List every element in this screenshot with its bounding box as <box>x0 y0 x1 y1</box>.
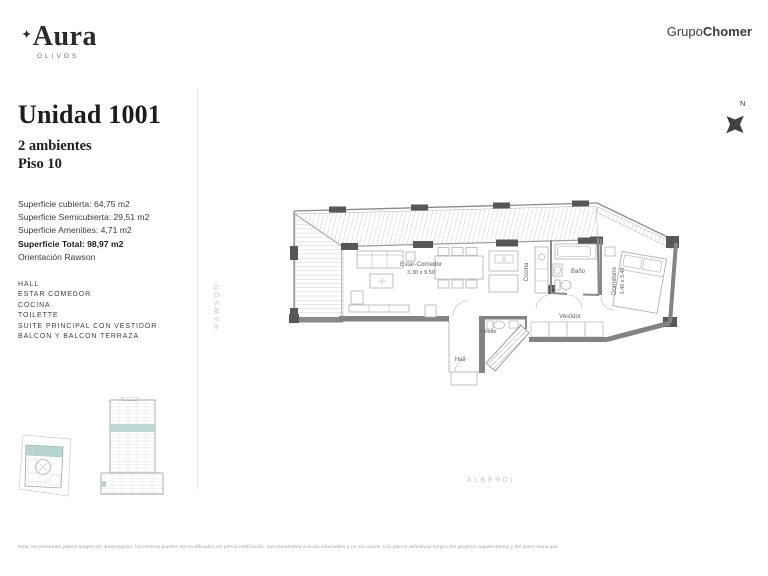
room-label-dormitorio: Dormitorio <box>612 267 618 295</box>
unit-floor: Piso 10 <box>18 156 62 172</box>
company-regular: Grupo <box>666 24 703 39</box>
room-label-cocina: Cocina <box>524 262 530 282</box>
surface-semicubierta: Superficie Semicubierta: 29,51 m2 <box>18 212 150 223</box>
page-title: Unidad 1001 <box>18 100 162 129</box>
room-label-bano: Baño <box>570 269 586 275</box>
company-logo <box>667 24 752 39</box>
room-list-item: ESTAR COMEDOR <box>18 291 92 299</box>
room-label-hall: Hall <box>454 357 466 363</box>
logo-wordmark <box>22 20 97 52</box>
vestidor-closets <box>531 322 603 337</box>
room-list-item: TOILETTE <box>18 312 59 320</box>
surface-total: Superficie Total: 98,97 m2 <box>18 238 124 249</box>
kitchen <box>489 247 548 293</box>
surface-amenities: Superficie Amenities: 4,71 m2 <box>18 225 132 236</box>
unit-subtitle <box>18 137 92 173</box>
unit-highlight <box>26 445 63 457</box>
floor-highlight <box>110 424 155 432</box>
room-label-vestidor: Vestidor <box>559 314 581 320</box>
north-label: N <box>740 99 746 108</box>
street-label-alberdi: ALBERDI <box>466 477 516 484</box>
surface-specs <box>18 198 149 264</box>
sparkle-icon: ✦ <box>22 29 32 41</box>
compass <box>719 99 755 143</box>
room-list <box>18 280 157 342</box>
wall <box>529 337 607 342</box>
living-furniture <box>349 248 483 318</box>
vertical-divider <box>197 88 198 490</box>
room-dims-dormitorio: 3.40 x 3.40 <box>620 267 626 295</box>
floor-plan <box>285 195 715 395</box>
room-label-toilette: Toilette <box>479 329 497 335</box>
unit-ambientes: 2 ambientes <box>18 138 92 154</box>
bottom-walls <box>339 301 485 385</box>
compass-star-icon <box>719 108 753 142</box>
building-elevation-thumbnail <box>100 397 165 498</box>
tower <box>110 400 155 473</box>
toilette-room <box>485 316 529 371</box>
aura-logo <box>22 20 97 60</box>
nightstand <box>605 247 615 256</box>
podium-highlight <box>101 481 106 487</box>
surface-cubierta: Superficie cubierta: 64,75 m2 <box>18 199 130 209</box>
surface-orientation: Orientación Rawson <box>18 251 96 262</box>
disclaimer: Nota: los presentes planos surgen del anteproyecto, los mismos pueden ser modificados sin previa notificación, son meramente a modo informativo y no vinculante. Los planos definitivos surgen del proyecto arquitectónico y del plano municipal. <box>18 545 559 550</box>
room-list-item: HALL <box>18 281 40 288</box>
wall <box>293 317 343 323</box>
room-list-item: BALCON Y BALCON TERRAZA <box>18 333 140 341</box>
company-bold: Chomer <box>702 24 752 39</box>
room-label-estar: Estar-Comedor <box>400 261 442 268</box>
key-plan-thumbnail <box>16 431 76 499</box>
logo-subtitle: OLIVOS <box>37 53 80 60</box>
logo-name: Aura <box>32 21 97 52</box>
room-list-item: SUITE PRINCIPAL CON VESTIDOR <box>18 322 158 330</box>
room-list-item: COCINA <box>18 301 51 309</box>
street-label-rawson: RAWSON <box>214 282 221 329</box>
room-dims-estar: 3.30 x 9.50 <box>407 270 435 276</box>
